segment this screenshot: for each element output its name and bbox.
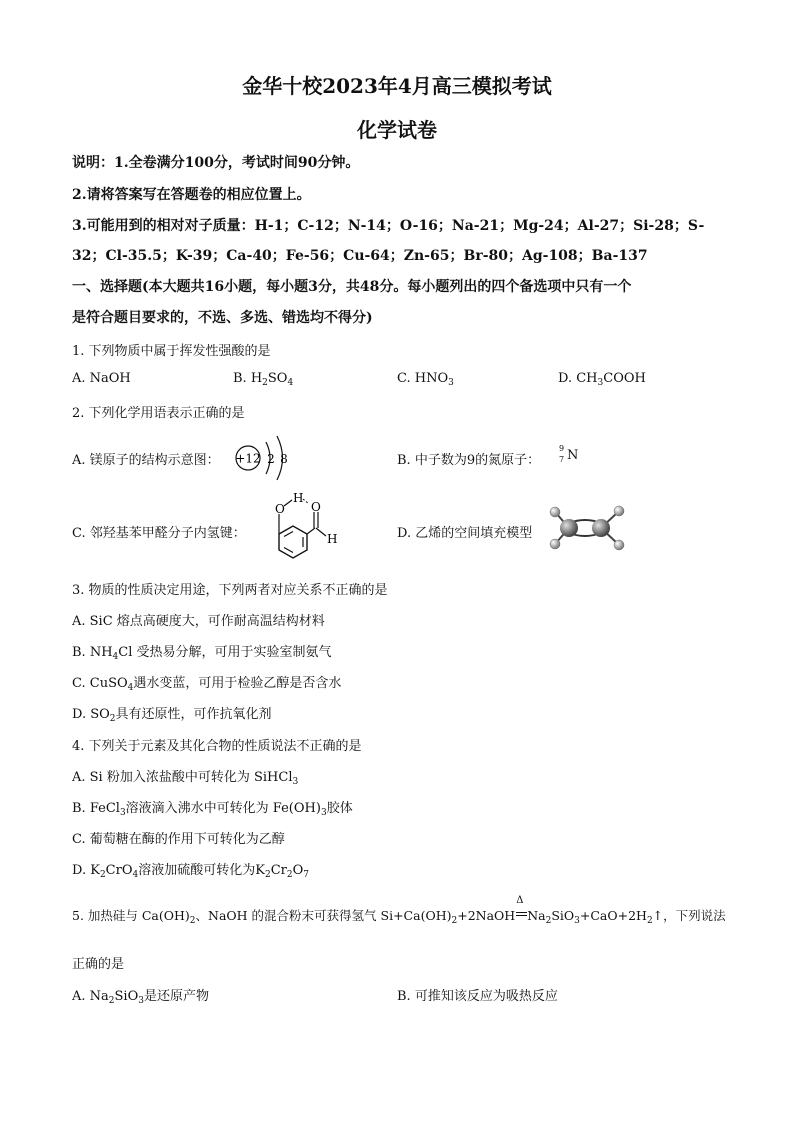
- q3-option-a: A. SiC 熔点高硬度大，可作耐高温结构材料: [72, 614, 325, 629]
- ring-aldehyde-bond: [307, 528, 315, 534]
- shell-2-electrons: 8: [280, 452, 288, 466]
- carbon-atom-2: [592, 519, 610, 537]
- atom-o-hydroxyl: O: [275, 502, 285, 516]
- hydrogen-atom-1: [550, 507, 560, 517]
- q1-stem: 1. 下列物质中属于挥发性强酸的是: [72, 344, 271, 359]
- q3-option-c: C. CuSO$_4$遇水变蓝，可用于检验乙醇是否含水: [72, 676, 342, 693]
- q3-stem: 3. 物质的性质决定用途，下列两者对应关系不正确的是: [72, 583, 388, 598]
- q1-option-c: C. $HNO_3$: [397, 371, 454, 388]
- q2-stem: 2. 下列化学用语表示正确的是: [72, 406, 245, 421]
- q2-option-b: B. 中子数为9的氮原子：: [397, 453, 541, 468]
- q4-option-c: C. 葡萄糖在酶的作用下可转化为乙醇: [72, 832, 285, 847]
- ring-double-bond-3: [284, 548, 293, 553]
- nucleus-label: +12: [235, 451, 261, 466]
- q4-stem: 4. 下列关于元素及其化合物的性质说法不正确的是: [72, 739, 362, 754]
- heat-equals-sign: [515, 895, 527, 923]
- hydrogen-atom-4: [614, 540, 624, 550]
- note-3a: 3.可能用到的相对对子质量：H-1；C-12；N-14；O-16；Na-21；Mg-24；Al-27；Si-28；S-: [72, 218, 705, 234]
- q3-option-b: B. $NH_4Cl$ 受热易分解，可用于实验室制氨气: [72, 645, 332, 662]
- magnesium-atom-structure-diagram: [228, 432, 296, 484]
- q5-option-b: B. 可推知该反应为吸热反应: [397, 989, 558, 1004]
- section-header-line1: 一、选择题(本大题共16小题，每小题3分，共48分。每小题列出的四个备选项中只有一个: [72, 279, 632, 295]
- q4-option-b: B. FeCl$_3$溶液滴入沸水中可转化为 $Fe(OH)_3$胶体: [72, 801, 353, 818]
- q4-option-d: D. $K_2CrO_4$溶液加硫酸可转化为$K_2Cr_2O_7$: [72, 863, 309, 880]
- atom-h-aldehyde: H: [327, 532, 338, 546]
- q1-option-a: A. NaOH: [72, 371, 131, 386]
- isotope-mass-number: 9: [559, 444, 565, 453]
- atom-h-hydroxyl: H: [293, 491, 304, 505]
- o-h-bond: [284, 500, 292, 506]
- q2-option-a: A. 镁原子的结构示意图：: [72, 453, 220, 468]
- atom-o-aldehyde: O: [311, 500, 321, 514]
- note-1: 说明：1.全卷满分100分，考试时间90分钟。: [72, 155, 360, 171]
- note-2: 2.请将答案写在答题卷的相应位置上。: [72, 187, 311, 203]
- q2-option-d: D. 乙烯的空间填充模型: [397, 526, 533, 541]
- nitrogen-isotope-symbol: [559, 444, 581, 468]
- ethylene-space-filling-model: [545, 500, 635, 556]
- hydrogen-bond-dashed: [303, 499, 309, 504]
- delta-symbol: Δ: [516, 895, 524, 906]
- q2-option-c: C. 邻羟基苯甲醛分子内氢键：: [72, 526, 246, 541]
- page-title: 金华十校2023年4月高三模拟考试: [242, 74, 552, 98]
- note-3b: 32；Cl-35.5；K-39；Ca-40；Fe-56；Cu-64；Zn-65；Br-80；Ag-108；Ba-137: [72, 248, 648, 264]
- isotope-element: N: [567, 448, 579, 463]
- isotope-atomic-number: 7: [559, 455, 565, 464]
- ring-double-bond-1: [284, 532, 293, 537]
- q1-option-d: D. $CH_3COOH$: [558, 371, 646, 388]
- q4-option-a: A. Si 粉加入浓盐酸中可转化为 SiHCl$_3$: [72, 770, 299, 787]
- q5-stem-line2: 正确的是: [72, 957, 125, 972]
- hydrogen-atom-2: [550, 539, 560, 549]
- q3-option-d: D. $SO_2$具有还原性，可作抗氧化剂: [72, 707, 272, 724]
- hydrogen-atom-3: [614, 506, 624, 516]
- c-h-bond: [316, 528, 326, 536]
- q5-option-a: A. $Na_2SiO_3$是还原产物: [72, 989, 209, 1006]
- carbon-atom-1: [560, 519, 578, 537]
- salicylaldehyde-structure: [255, 484, 347, 566]
- q5-stem-line1: 5. 加热硅与 $Ca(OH)_2$、NaOH 的混合粉末可获得氢气 $Si+Ca(OH)_2+2NaOH$ Δ $Na_2SiO_3+CaO+2H_2↑$，下列说法: [72, 895, 726, 926]
- q1-option-b: B. $H_2SO_4$: [233, 371, 294, 388]
- shell-1-electrons: 2: [267, 452, 275, 466]
- section-header-line2: 是符合题目要求的，不选、多选、错选均不得分): [72, 310, 373, 326]
- page-subtitle: 化学试卷: [357, 118, 437, 142]
